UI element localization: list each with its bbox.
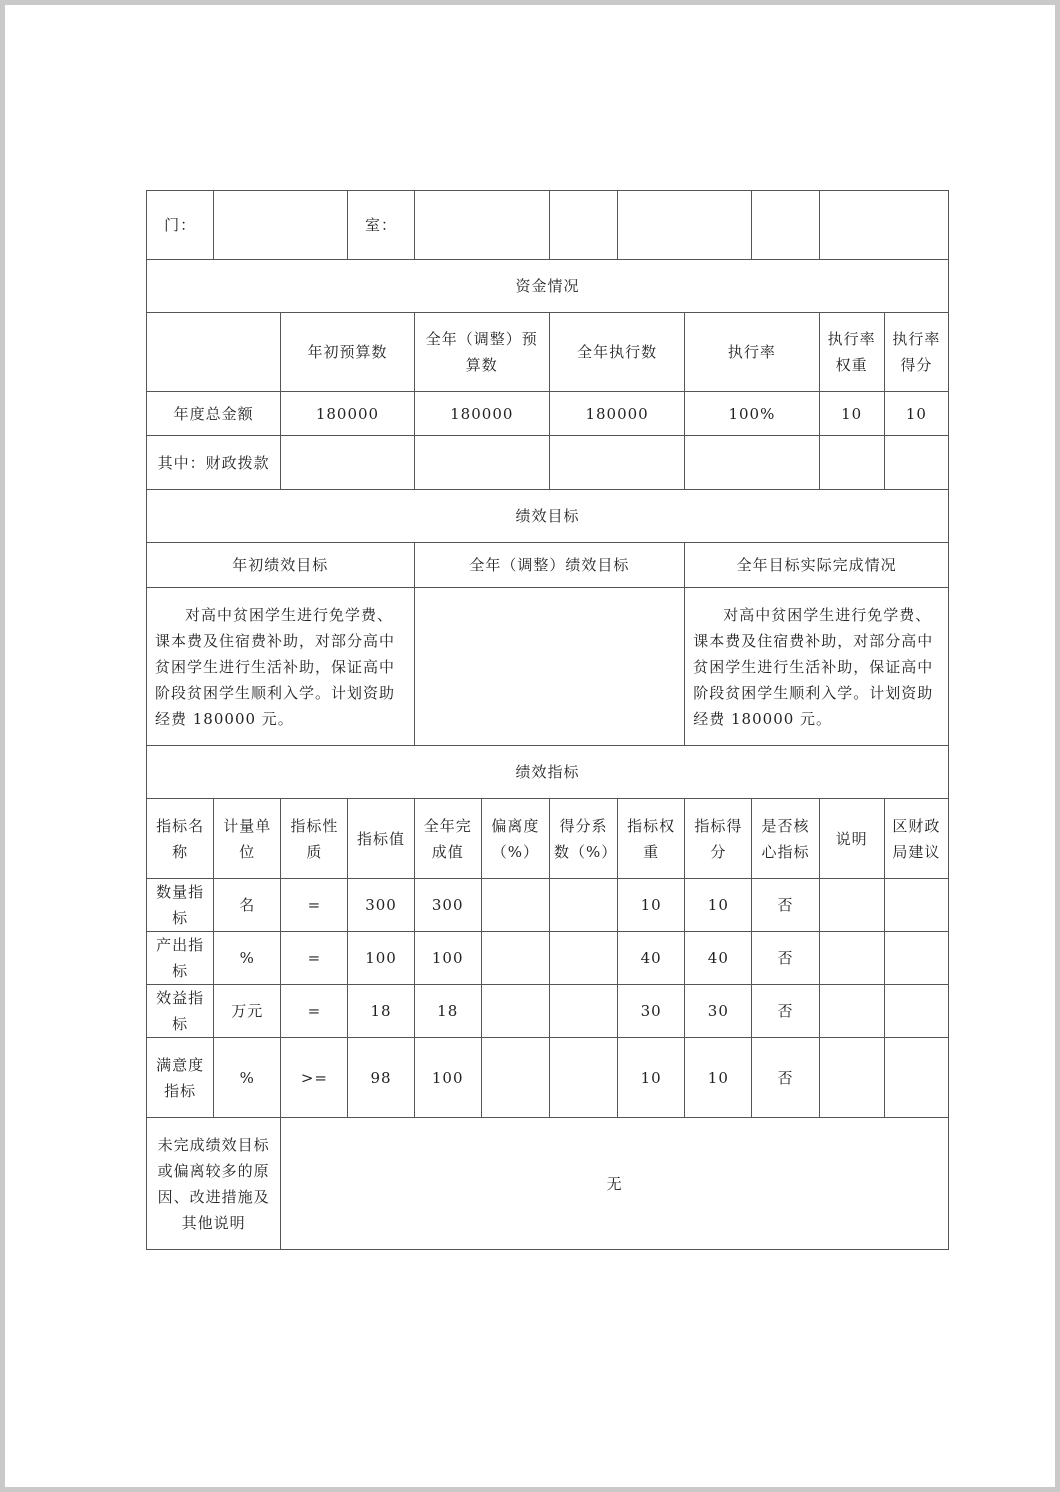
ind-value: 100 [348,932,414,985]
ind-advice [884,985,948,1038]
ind-coef [549,1038,617,1118]
ind-coef [549,932,617,985]
ind-nature: = [281,985,348,1038]
total-weight: 10 [819,392,884,436]
ind-completed: 300 [414,879,481,932]
remarks-label: 未完成绩效目标或偏离较多的原因、改进措施及其他说明 [147,1118,281,1250]
fiscal-cell [819,436,884,490]
document-page [5,5,1055,1487]
indicator-row [147,1038,949,1118]
ind-score: 30 [685,985,752,1038]
indicator-row [147,932,949,985]
header-value-cell [618,191,752,260]
ind-weight: 10 [618,1038,685,1118]
ind-deviation [481,985,549,1038]
indicator-row [147,879,949,932]
goal-col-adjusted: 全年（调整）绩效目标 [414,543,685,588]
ind-coef [549,985,617,1038]
indicators-header-row [147,799,949,879]
ind-unit: % [214,932,281,985]
ind-deviation [481,932,549,985]
col-budget-adjusted: 全年（调整）预算数 [414,313,549,392]
ind-nature: = [281,932,348,985]
total-executed: 180000 [549,392,684,436]
goals-section-title: 绩效目标 [147,490,949,543]
ind-note [819,985,884,1038]
ind-weight: 10 [618,879,685,932]
ind-core: 否 [752,985,819,1038]
ind-header-value: 指标值 [348,799,414,879]
ind-name: 效益指标 [147,985,214,1038]
ind-note [819,1038,884,1118]
indicators-section-title: 绩效指标 [147,746,949,799]
ind-header-score: 指标得分 [685,799,752,879]
room-value-cell [414,191,549,260]
ind-nature: >= [281,1038,348,1118]
ind-advice [884,1038,948,1118]
ind-advice [884,879,948,932]
funds-fiscal-row [147,436,949,490]
ind-unit: % [214,1038,281,1118]
ind-name: 满意度指标 [147,1038,214,1118]
ind-completed: 100 [414,932,481,985]
fiscal-cell [281,436,414,490]
ind-value: 300 [348,879,414,932]
ind-weight: 40 [618,932,685,985]
ind-nature: = [281,879,348,932]
dept-label-fragment: 门： [147,191,214,260]
goal-col-actual: 全年目标实际完成情况 [685,543,949,588]
remarks-value: 无 [281,1118,949,1250]
ind-value: 98 [348,1038,414,1118]
total-row-label: 年度总金额 [147,392,281,436]
ind-coef [549,879,617,932]
col-score: 执行率得分 [884,313,948,392]
indicator-row [147,985,949,1038]
col-weight: 执行率权重 [819,313,884,392]
funds-total-row [147,392,949,436]
col-budget-initial: 年初预算数 [281,313,414,392]
funds-section-title: 资金情况 [147,260,949,313]
goal-initial-text: 对高中贫困学生进行免学费、课本费及住宿费补助，对部分高中贫困学生进行生活补助，保证高中阶段贫困学生顺利入学。计划资助经费 180000 元。 [155,605,396,728]
ind-completed: 18 [414,985,481,1038]
performance-evaluation-table [146,190,949,1250]
total-budget-adjusted: 180000 [414,392,549,436]
ind-header-note: 说明 [819,799,884,879]
ind-core: 否 [752,879,819,932]
ind-note [819,932,884,985]
ind-unit: 万元 [214,985,281,1038]
fiscal-row-label: 其中：财政拨款 [147,436,281,490]
dept-value-cell [214,191,348,260]
funds-header-row [147,313,949,392]
ind-header-core: 是否核心指标 [752,799,819,879]
ind-name: 产出指标 [147,932,214,985]
ind-completed: 100 [414,1038,481,1118]
fiscal-cell [414,436,549,490]
fiscal-cell [884,436,948,490]
ind-value: 18 [348,985,414,1038]
ind-header-weight: 指标权重 [618,799,685,879]
fiscal-cell [685,436,819,490]
goal-col-initial: 年初绩效目标 [147,543,415,588]
ind-deviation [481,879,549,932]
ind-score: 40 [685,932,752,985]
ind-header-deviation: 偏离度（%） [481,799,549,879]
header-label-cell [752,191,819,260]
ind-note [819,879,884,932]
col-executed: 全年执行数 [549,313,684,392]
header-info-row [147,191,949,260]
ind-core: 否 [752,1038,819,1118]
ind-core: 否 [752,932,819,985]
ind-weight: 30 [618,985,685,1038]
fiscal-cell [549,436,684,490]
ind-header-name: 指标名称 [147,799,214,879]
goals-content-row [147,588,949,746]
funds-header-blank [147,313,281,392]
goals-header-row [147,543,949,588]
header-value-cell [819,191,948,260]
remarks-row [147,1118,949,1250]
col-exec-rate: 执行率 [685,313,819,392]
ind-score: 10 [685,879,752,932]
total-score: 10 [884,392,948,436]
goal-actual-text: 对高中贫困学生进行免学费、课本费及住宿费补助，对部分高中贫困学生进行生活补助，保证高中阶段贫困学生顺利入学。计划资助经费 180000 元。 [693,605,934,728]
ind-header-unit: 计量单位 [214,799,281,879]
ind-advice [884,932,948,985]
ind-unit: 名 [214,879,281,932]
room-label-fragment: 室： [348,191,414,260]
ind-header-nature: 指标性质 [281,799,348,879]
header-label-cell [549,191,617,260]
ind-name: 数量指标 [147,879,214,932]
total-budget-initial: 180000 [281,392,414,436]
ind-deviation [481,1038,549,1118]
total-exec-rate: 100% [685,392,819,436]
ind-header-coef: 得分系数（%） [549,799,617,879]
ind-header-advice: 区财政局建议 [884,799,948,879]
ind-header-completed: 全年完成值 [414,799,481,879]
ind-score: 10 [685,1038,752,1118]
